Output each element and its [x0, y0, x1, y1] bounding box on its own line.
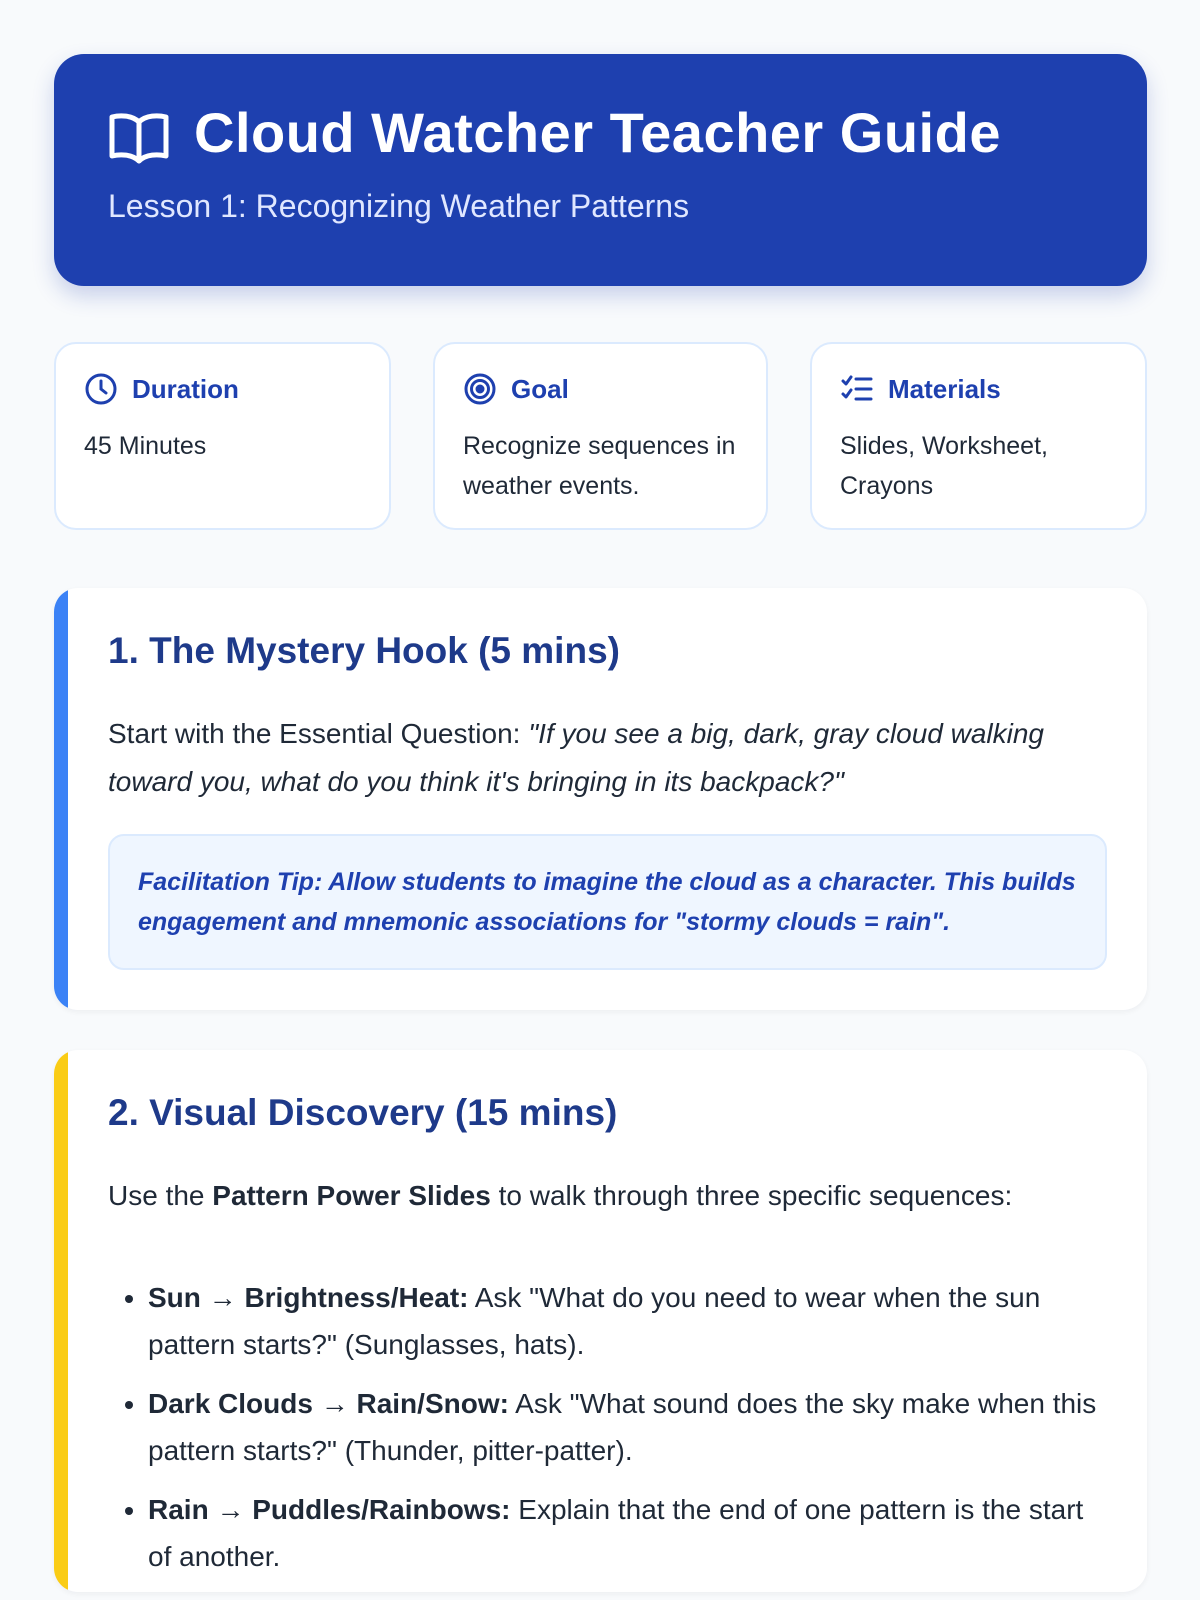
- info-label: Duration: [132, 373, 239, 404]
- info-label: Materials: [888, 373, 1001, 404]
- list-item: • Rain → Puddles/Rainbows: Explain that the end of one pattern is the start of another.: [148, 1486, 1107, 1580]
- info-value: Recognize sequences in weather events.: [463, 432, 736, 500]
- section-intro: [108, 710, 1107, 806]
- section-title: 1. The Mystery Hook (5 mins): [108, 630, 620, 671]
- book-open-icon: [108, 110, 170, 166]
- section-accent-bar: [54, 588, 68, 1010]
- section-intro: Use the Pattern Power Slides to walk through three specific sequences:: [108, 1180, 1013, 1211]
- section-title: 2. Visual Discovery (15 mins): [108, 1092, 618, 1133]
- header-banner: [54, 54, 1147, 286]
- info-card-duration: [54, 342, 391, 530]
- sequence-list: [108, 1274, 1107, 1592]
- facilitation-tip: Facilitation Tip: Allow students to imagine the cloud as a character. This builds engagement and mnemonic associations for "stormy clouds = rain".: [108, 834, 1107, 970]
- info-value: Slides, Worksheet, Crayons: [840, 432, 1048, 500]
- section-visual-discovery: [54, 1050, 1147, 1592]
- page-title: Cloud Watcher Teacher Guide: [194, 101, 1001, 164]
- slides-name: Pattern Power Slides: [212, 1180, 491, 1211]
- essential-question: "If you see a big, dark, gray cloud walking toward you, what do you think it's bringing in its backpack?": [108, 718, 1044, 797]
- info-card-goal: [433, 342, 768, 530]
- list-item: • Sun → Brightness/Heat: Ask "What do you need to wear when the sun pattern starts?" (Sunglasses, hats).: [148, 1274, 1107, 1368]
- list-item: • Dark Clouds → Rain/Snow: Ask "What sound does the sky make when this pattern starts?" (Thunder, pitter-patter).: [148, 1380, 1107, 1474]
- intro-text: Start with the Essential Question:: [108, 718, 529, 749]
- section-accent-bar: [54, 1050, 68, 1592]
- info-label: Goal: [511, 373, 569, 404]
- clock-icon: [84, 372, 118, 406]
- info-value: 45 Minutes: [84, 432, 207, 460]
- info-card-materials: [810, 342, 1147, 530]
- page-subtitle: Lesson 1: Recognizing Weather Patterns: [108, 188, 690, 224]
- section-mystery-hook: [54, 588, 1147, 1010]
- checklist-icon: [840, 372, 874, 406]
- target-icon: [463, 372, 497, 406]
